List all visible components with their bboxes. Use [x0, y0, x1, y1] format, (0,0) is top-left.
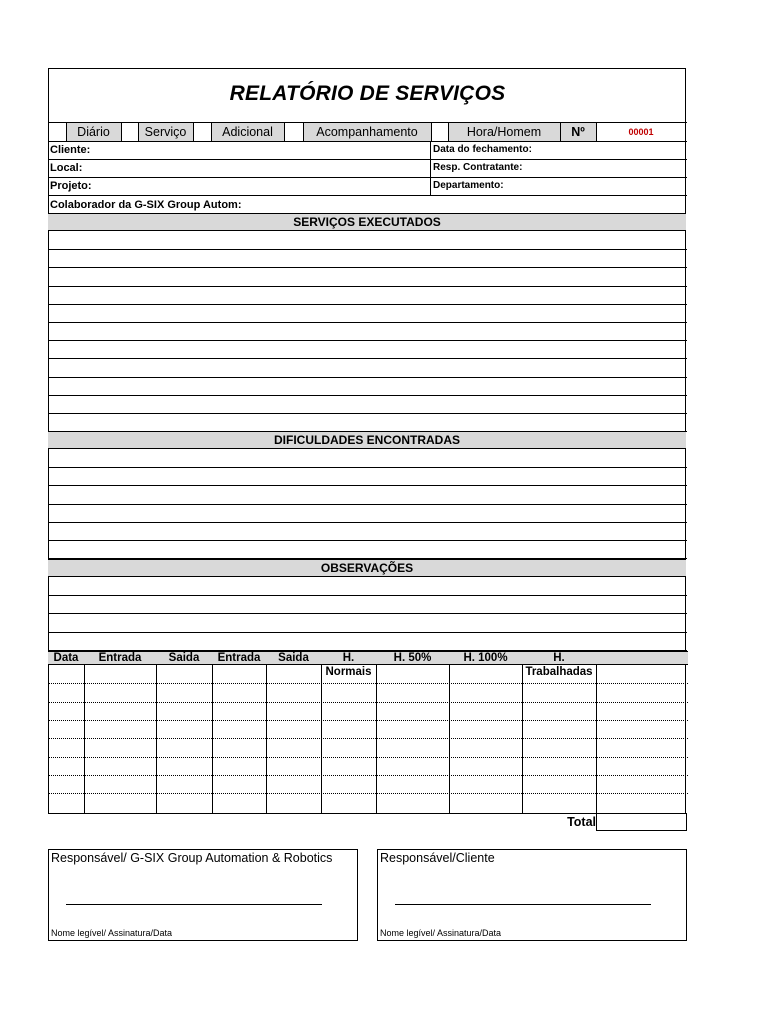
ruled-line	[48, 504, 687, 505]
signature-gsix-title: Responsável/ G-SIX Group Automation & Robotics	[51, 851, 333, 865]
checkbox-servico[interactable]	[121, 123, 138, 141]
signature-cliente-footer: Nome legível/ Assinatura/Data	[380, 928, 502, 938]
report-number-value: 00001	[628, 127, 654, 137]
ruled-line	[48, 286, 687, 287]
ruled-line	[48, 249, 687, 250]
hours-header-cell: H. Trabalhadas	[525, 652, 593, 678]
field-local[interactable]: Local:	[50, 162, 83, 174]
report-title: RELATÓRIO DE SERVIÇOS	[229, 82, 506, 105]
signature-line-gsix[interactable]	[66, 904, 322, 905]
hours-header-cell: H. 50%	[393, 652, 432, 664]
ruled-line	[48, 377, 687, 378]
ruled-line	[48, 322, 687, 323]
ruled-line	[48, 340, 687, 341]
total-label: Total	[567, 815, 596, 829]
section-dificuldades: DIFICULDADES ENCONTRADAS	[48, 431, 686, 449]
hours-row[interactable]	[48, 720, 688, 721]
field-departamento[interactable]: Departamento:	[433, 180, 504, 191]
section-servicos-executados: SERVIÇOS EXECUTADOS	[48, 213, 686, 231]
ruled-line	[48, 540, 687, 541]
hours-row[interactable]	[48, 775, 688, 776]
ruled-line	[48, 467, 687, 468]
type-diario-label: Diário	[77, 125, 110, 139]
hours-row[interactable]	[48, 793, 688, 794]
checkbox-acompanhamento[interactable]	[284, 123, 303, 141]
section-observacoes: OBSERVAÇÕES	[48, 559, 686, 577]
ruled-line	[48, 485, 687, 486]
ruled-line	[48, 632, 687, 633]
field-cliente[interactable]: Cliente:	[50, 144, 91, 156]
signature-line-cliente[interactable]	[395, 904, 651, 905]
type-acompanhamento-label: Acompanhamento	[316, 125, 418, 139]
ruled-line	[48, 395, 687, 396]
signature-box-gsix	[48, 849, 358, 941]
ruled-line	[48, 595, 687, 596]
ruled-line	[48, 522, 687, 523]
type-servico-label: Serviço	[144, 125, 187, 139]
checkbox-adicional[interactable]	[193, 123, 211, 141]
field-resp-contratante[interactable]: Resp. Contratante:	[433, 162, 523, 173]
total-value-field[interactable]	[596, 813, 687, 831]
hours-header-cell: H. Normais	[325, 652, 372, 678]
type-adicional-label: Adicional	[222, 125, 273, 139]
hours-row[interactable]	[48, 702, 688, 703]
service-report-form	[48, 68, 687, 941]
field-data-fechamento[interactable]: Data do fechamento:	[433, 144, 532, 155]
signature-cliente-title: Responsável/Cliente	[380, 851, 495, 865]
hours-header-cell: Saida	[168, 652, 200, 664]
type-hora-homem-label: Hora/Homem	[466, 125, 542, 139]
hours-header-cell: Entrada	[98, 652, 142, 664]
ruled-line	[48, 358, 687, 359]
ruled-line	[48, 413, 687, 414]
hours-header-cell: Data	[53, 652, 79, 664]
field-projeto[interactable]: Projeto:	[50, 180, 92, 192]
hours-header-cell: H. 100%	[463, 652, 508, 664]
hours-row[interactable]	[48, 757, 688, 758]
checkbox-diario[interactable]	[48, 123, 66, 141]
ruled-line	[48, 613, 687, 614]
hours-row[interactable]	[48, 683, 688, 684]
signature-box-cliente	[377, 849, 687, 941]
hours-header-cell: Saida	[278, 652, 309, 664]
hours-header-cell: Entrada	[217, 652, 261, 664]
signature-gsix-footer: Nome legível/ Assinatura/Data	[51, 928, 173, 938]
field-colaborador[interactable]: Colaborador da G-SIX Group Autom:	[50, 199, 242, 211]
ruled-line	[48, 304, 687, 305]
checkbox-hora-homem[interactable]	[431, 123, 448, 141]
ruled-line	[48, 267, 687, 268]
hours-row[interactable]	[48, 738, 688, 739]
report-number-label: Nº	[571, 125, 585, 139]
